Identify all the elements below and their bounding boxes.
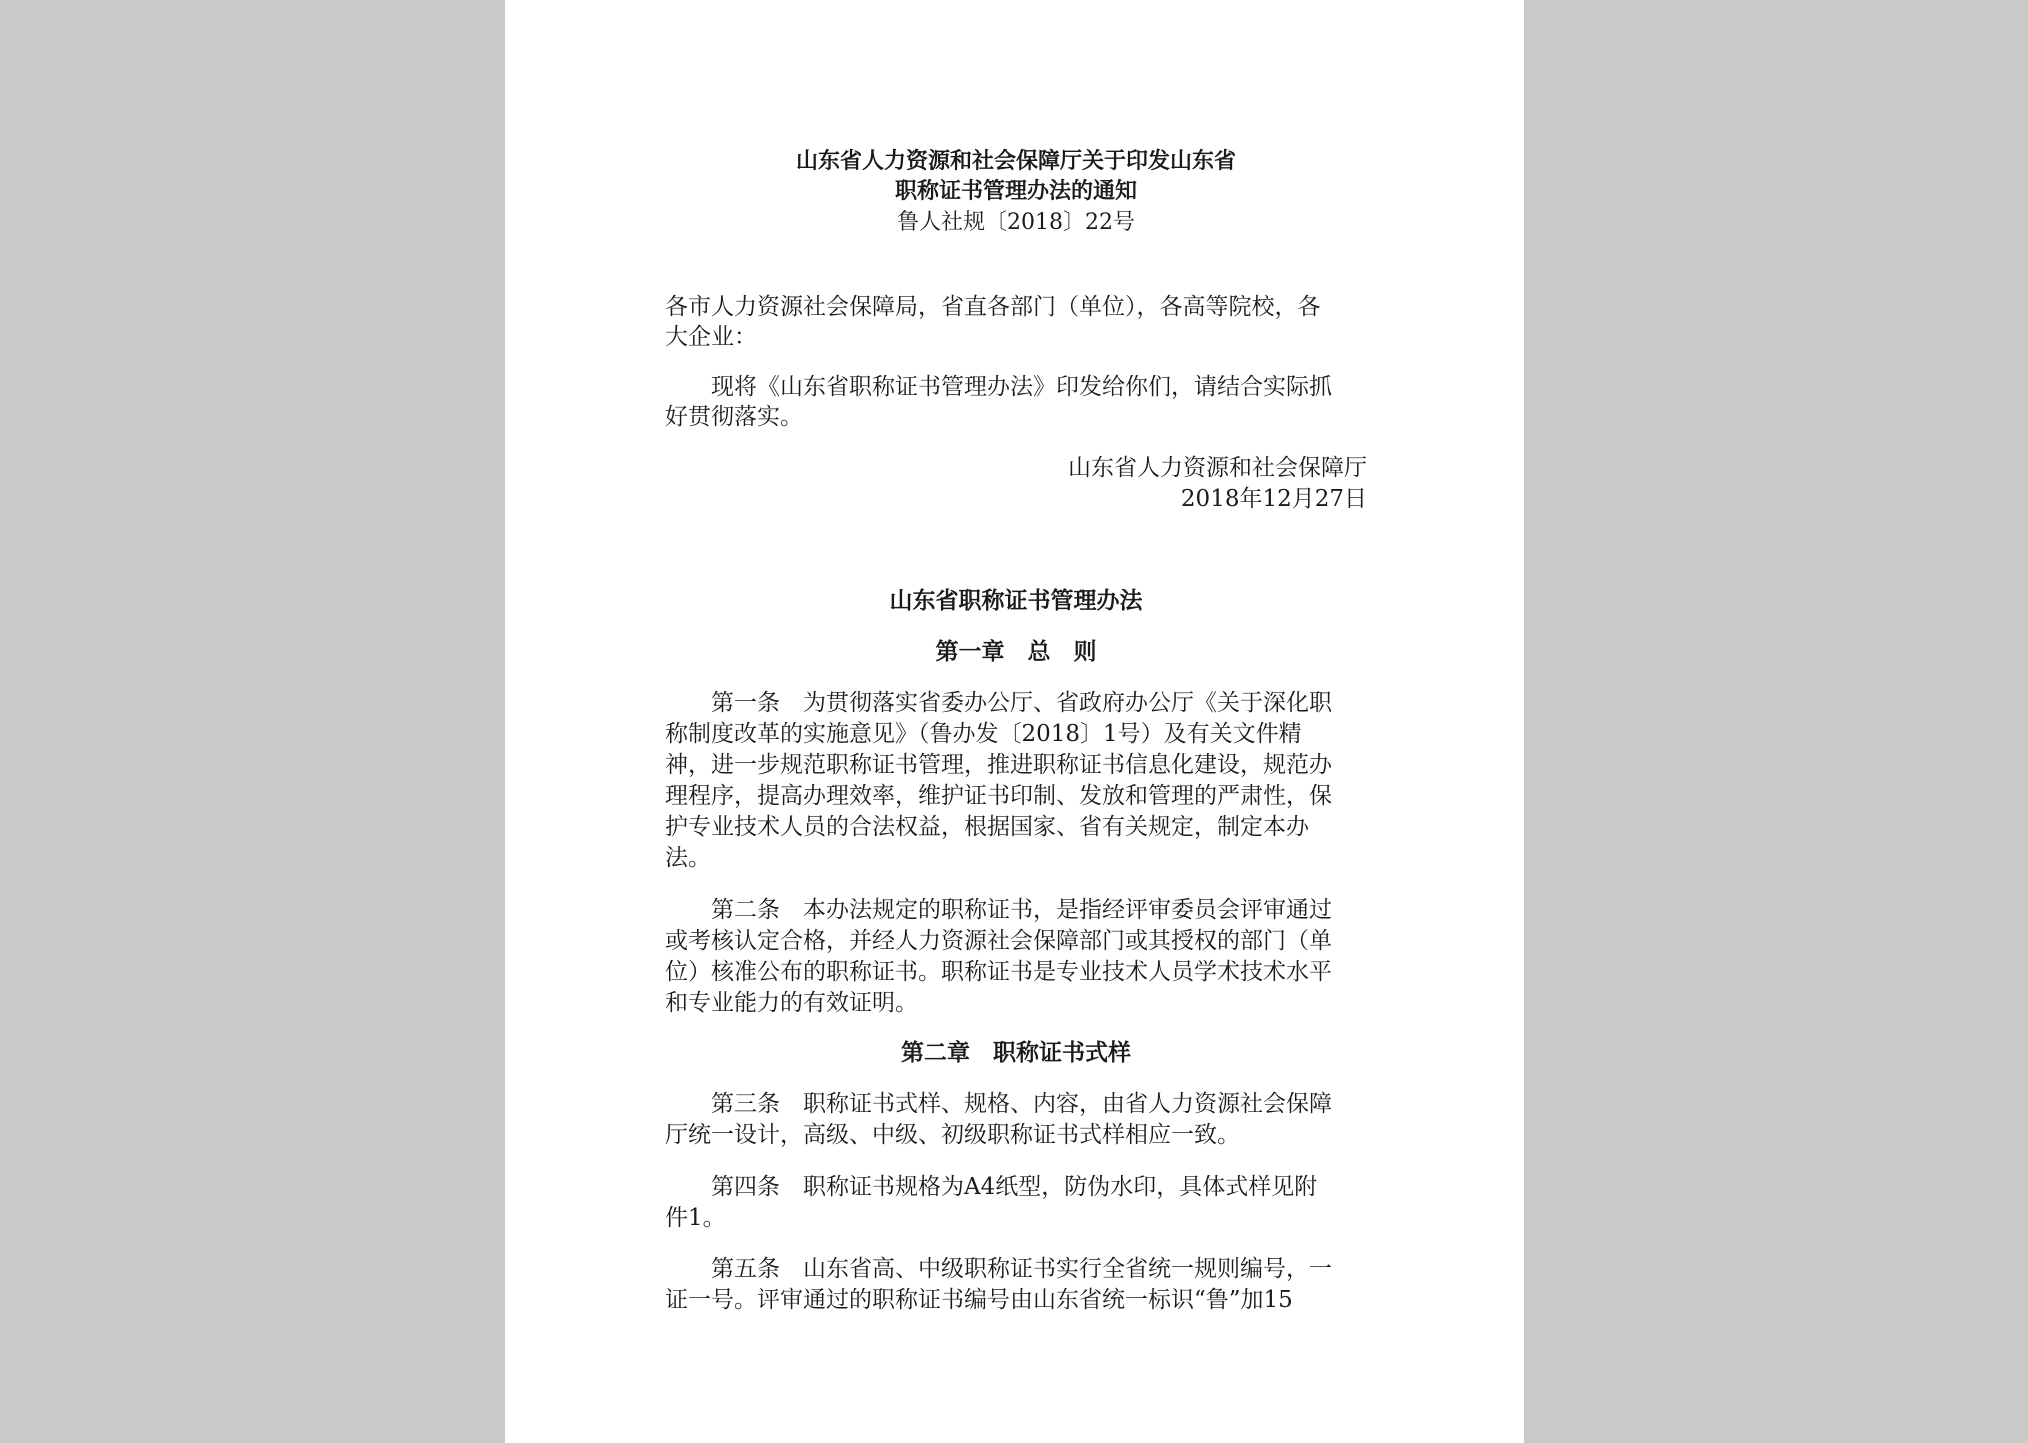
document-page: [505, 0, 1524, 1443]
article-1-line: 神，进一步规范职称证书管理，推进职称证书信息化建设，规范办: [665, 752, 1332, 778]
article-4-line: 件1。: [665, 1205, 726, 1231]
article-5-line: 证一号。评审通过的职称证书编号由山东省统一标识“鲁”加15: [665, 1287, 1293, 1313]
signature-organization: 山东省人力资源和社会保障厅: [1068, 455, 1367, 481]
article-5-line: 第五条 山东省高、中级职称证书实行全省统一规则编号，一: [711, 1256, 1332, 1282]
article-2-line: 第二条 本办法规定的职称证书，是指经评审委员会评审通过: [711, 897, 1332, 923]
notice-body-line-2: 好贯彻落实。: [665, 404, 803, 430]
document-number: 鲁人社规〔2018〕22号: [897, 210, 1135, 235]
article-2-line: 位）核准公布的职称证书。职称证书是专业技术人员学术技术水平: [665, 959, 1332, 985]
chapter-1-heading: 第一章 总 则: [935, 638, 1097, 665]
article-2-line: 或考核认定合格，并经人力资源社会保障部门或其授权的部门（单: [665, 928, 1332, 954]
notice-title-line-2: 职称证书管理办法的通知: [894, 178, 1137, 204]
notice-body-line-1: 现将《山东省职称证书管理办法》印发给你们，请结合实际抓: [711, 374, 1332, 400]
article-4-line: 第四条 职称证书规格为A4纸型，防伪水印，具体式样见附: [711, 1174, 1318, 1200]
article-3-line: 厅统一设计，高级、中级、初级职称证书式样相应一致。: [665, 1122, 1240, 1148]
addressee-line-1: 各市人力资源社会保障局，省直各部门（单位），各高等院校，各: [665, 294, 1321, 320]
addressee-line-2: 大企业：: [665, 324, 757, 350]
measures-title: 山东省职称证书管理办法: [889, 587, 1143, 614]
article-2-line: 和专业能力的有效证明。: [665, 990, 918, 1016]
article-3-line: 第三条 职称证书式样、规格、内容，由省人力资源社会保障: [711, 1091, 1332, 1117]
article-1-line: 法。: [665, 845, 711, 871]
article-1-line: 第一条 为贯彻落实省委办公厅、省政府办公厅《关于深化职: [711, 690, 1332, 716]
article-1-line: 称制度改革的实施意见》（鲁办发〔2018〕1号）及有关文件精: [665, 721, 1302, 747]
signature-date: 2018年12月27日: [1180, 486, 1367, 512]
article-1-line: 理程序，提高办理效率，维护证书印制、发放和管理的严肃性，保: [665, 783, 1332, 809]
article-1-line: 护专业技术人员的合法权益，根据国家、省有关规定，制定本办: [665, 814, 1309, 840]
notice-title-line-1: 山东省人力资源和社会保障厅关于印发山东省: [795, 148, 1236, 174]
chapter-2-heading: 第二章 职称证书式样: [901, 1039, 1131, 1066]
